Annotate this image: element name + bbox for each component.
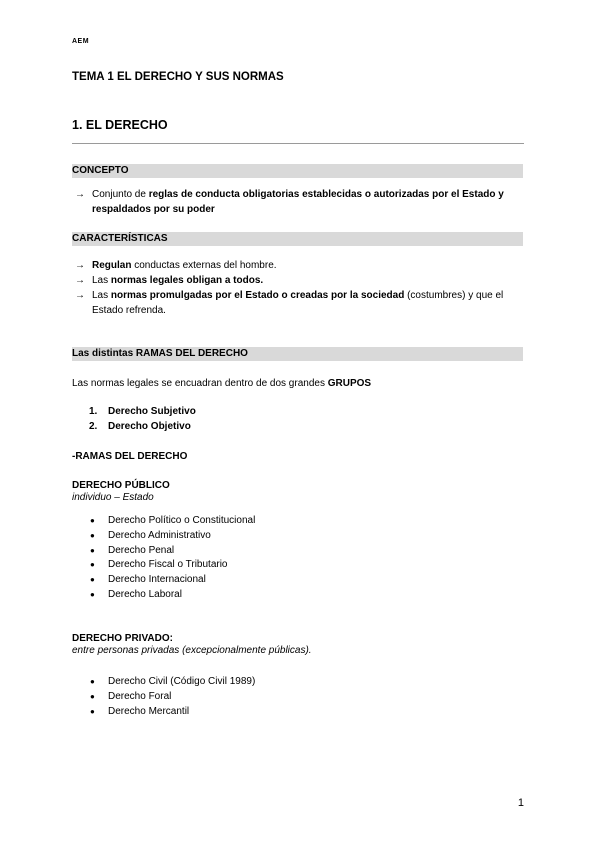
page-header: AEM bbox=[72, 38, 90, 45]
section-title: 1. EL DERECHO bbox=[72, 118, 168, 132]
list-item: ● Derecho Civil (Código Civil 1989) bbox=[89, 675, 255, 690]
privado-heading: DERECHO PRIVADO: bbox=[72, 633, 173, 644]
list-item: ● Derecho Penal bbox=[89, 544, 255, 559]
caracteristicas-heading: CARACTERÍSTICAS bbox=[72, 232, 523, 246]
caracteristicas-list bbox=[72, 258, 527, 318]
publico-subtitle: individuo – Estado bbox=[72, 492, 154, 503]
grupos-list bbox=[89, 404, 196, 434]
concepto-heading: CONCEPTO bbox=[72, 164, 523, 178]
concepto-list bbox=[72, 187, 527, 217]
bullet-icon: ● bbox=[90, 706, 95, 716]
list-item: ● Derecho Internacional bbox=[89, 573, 255, 588]
list-item: → Las normas promulgadas por el Estado o creadas por la sociedad (costumbres) y que el Estado refrenda. bbox=[75, 290, 504, 316]
list-item: → Conjunto de reglas de conducta obligatorias establecidas o autorizadas por el Estado y respaldados por su poder bbox=[75, 189, 504, 215]
ramas-subheading: -RAMAS DEL DERECHO bbox=[72, 451, 188, 462]
arrow-icon: → bbox=[75, 290, 85, 301]
page-number: 1 bbox=[517, 797, 524, 809]
arrow-icon: → bbox=[75, 260, 85, 271]
section-divider bbox=[72, 143, 524, 144]
arrow-icon: → bbox=[75, 189, 85, 200]
bullet-icon: ● bbox=[90, 575, 95, 585]
list-item: ● Derecho Político o Constitucional bbox=[89, 514, 255, 529]
arrow-icon: → bbox=[75, 275, 85, 286]
publico-list bbox=[89, 514, 255, 603]
list-item: ● Derecho Mercantil bbox=[89, 705, 255, 720]
privado-subtitle: entre personas privadas (excepcionalmente públicas). bbox=[72, 645, 312, 656]
bullet-icon: ● bbox=[90, 516, 95, 525]
bullet-icon: ● bbox=[90, 691, 95, 701]
list-item: 2. Derecho Objetivo bbox=[89, 421, 191, 432]
document-title: TEMA 1 EL DERECHO Y SUS NORMAS bbox=[72, 71, 284, 83]
list-item: ● Derecho Laboral bbox=[89, 588, 255, 603]
bullet-icon: ● bbox=[90, 545, 95, 555]
list-item: ● Derecho Fiscal o Tributario bbox=[89, 558, 255, 573]
bullet-icon: ● bbox=[90, 589, 95, 599]
list-item: → Las normas legales obligan a todos. bbox=[75, 275, 264, 286]
bullet-icon: ● bbox=[90, 530, 95, 540]
bullet-icon: ● bbox=[90, 677, 95, 686]
publico-heading: DERECHO PÚBLICO bbox=[72, 480, 170, 491]
list-item: → Regulan conductas externas del hombre. bbox=[75, 260, 277, 271]
list-item: 1. Derecho Subjetivo bbox=[89, 406, 196, 417]
list-item: ● Derecho Foral bbox=[89, 690, 255, 705]
ramas-intro: Las normas legales se encuadran dentro de dos grandes GRUPOS bbox=[72, 378, 372, 389]
bullet-icon: ● bbox=[90, 560, 95, 570]
privado-list bbox=[89, 675, 255, 719]
list-item: ● Derecho Administrativo bbox=[89, 529, 255, 544]
ramas-heading: Las distintas RAMAS DEL DERECHO bbox=[72, 347, 523, 361]
